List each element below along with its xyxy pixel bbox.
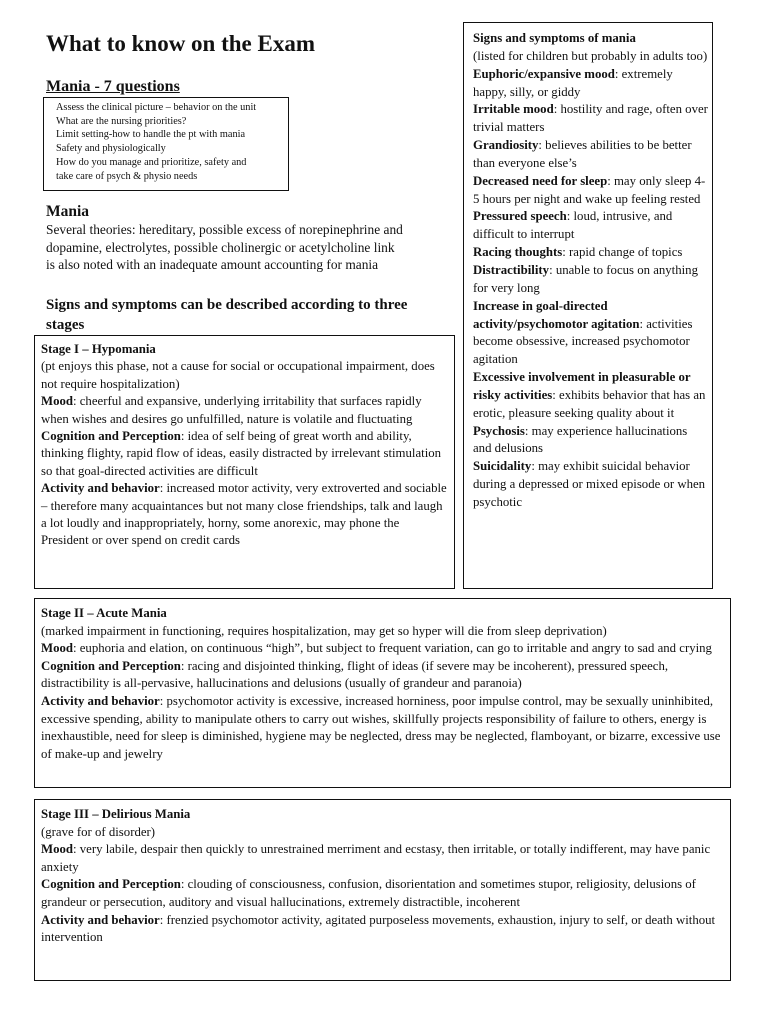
stage-activity [41, 693, 725, 763]
activity-label: Activity and behavior [41, 912, 160, 927]
focus-item: What are the nursing priorities? [56, 115, 187, 127]
symptom-text: : rapid change of topics [562, 245, 683, 260]
symptom-text: : hostility and rage, often over trivial matters [473, 102, 708, 135]
mood-label: Mood [41, 641, 73, 656]
stage-heading: Stage I – Hypomania [41, 342, 156, 356]
symptom-label: Excessive involvement in pleasurable or risky activities [473, 370, 691, 402]
symptom-item [473, 298, 708, 369]
stage-1-box [34, 335, 455, 589]
symptom-item [473, 137, 708, 173]
cognition-text: : clouding of consciousness, confusion, disorientation and sometimes stupor, religiosity, delusions of grandeur or persecution, auditory and visual hallucinations, extremely distractible, incoherent [41, 877, 696, 909]
symptom-label: Irritable mood [473, 102, 554, 117]
stage-activity [41, 912, 725, 947]
symptom-label: Decreased need for sleep [473, 173, 608, 188]
symptoms-note: (listed for children but probably in adults too) [473, 48, 708, 63]
page-title: What to know on the Exam [46, 31, 316, 56]
symptom-text: : may exhibit suicidal behavior during a depressed or mixed episode or when psychotic [473, 459, 706, 509]
activity-label: Activity and behavior [41, 481, 160, 496]
focus-item: Safety and physiologically [56, 143, 166, 155]
cognition-text: : idea of self being of great worth and ability, thinking flighty, rapid flow of ideas, easily distracted by irrelevant stimulation so that goal-directed activities are difficult [41, 429, 442, 478]
mood-label: Mood [41, 842, 73, 857]
symptom-item [473, 458, 708, 512]
activity-text: : increased motor activity, very extroverted and sociable – therefore many acquaintances but not many close friendships, talk and laugh a lot loudly and inappropriately, horny, some anorexic, may phone the President or over spend on credit cards [41, 481, 447, 548]
stage-3-box [34, 799, 731, 981]
focus-item: Limit setting-how to handle the pt with mania [56, 129, 246, 141]
exam-focus-box [43, 97, 289, 191]
stage-mood [41, 393, 449, 428]
mood-text: : very labile, despair then quickly to unrestrained merriment and ecstasy, then irritable, or totally indifferent, may have panic anxiety [41, 842, 711, 874]
symptom-item [473, 101, 708, 137]
symptom-text: : loud, intrusive, and difficult to interrupt [473, 209, 673, 242]
symptom-label: Distractibility [473, 262, 550, 277]
mania-theories-text: Several theories: hereditary, possible excess of norepinephrine and dopamine, electrolytes, possible cholinergic or acetylcholine link is also noted with an inadequate amount accounting for mania [46, 222, 403, 272]
mania-heading: Mania [46, 203, 90, 220]
cognition-label: Cognition and Perception [41, 658, 181, 673]
symptom-item [473, 423, 708, 459]
symptom-text: : extremely happy, silly, or giddy [473, 66, 673, 99]
symptom-item [473, 369, 708, 423]
cognition-label: Cognition and Perception [41, 877, 181, 892]
activity-label: Activity and behavior [41, 693, 160, 708]
activity-text: : frenzied psychomotor activity, agitated purposeless movements, exhaustion, injury to self, or death without intervention [41, 912, 716, 945]
focus-item: How do you manage and prioritize, safety and [56, 156, 247, 168]
symptom-item [473, 244, 708, 262]
mood-label: Mood [41, 394, 73, 409]
stage-note: (grave for of disorder) [41, 824, 156, 839]
symptom-text: : exhibits behavior that has an erotic, pleasure seeking quality about it [473, 387, 706, 420]
mood-text: : euphoria and elation, on continuous “high”, but subject to frequent variation, can go to irritable and angry to sad and crying [73, 641, 712, 656]
symptom-label: Psychosis [473, 423, 525, 438]
stage-mood [41, 841, 725, 876]
symptom-text: : unable to focus on anything for very long [473, 262, 698, 295]
focus-item: Assess the clinical picture – behavior on the unit [56, 102, 257, 113]
stage-note: (marked impairment in functioning, requires hospitalization, may get so hyper will die from sleep deprivation) [41, 623, 607, 638]
symptom-item [473, 262, 708, 298]
stage-2-box [34, 598, 731, 788]
cognition-text: : racing and disjointed thinking, flight of ideas (if severe may be incoherent), pressured speech, distractibility is all-pervasive, hallucinations and delusions (usually of grandeur and paranoia) [41, 658, 669, 691]
symptom-label: Euphoric/expansive mood [473, 66, 615, 81]
stage-heading: Stage III – Delirious Mania [41, 807, 191, 821]
stage-cognition [41, 658, 725, 693]
focus-item: take care of psych & physio needs [56, 170, 198, 182]
symptom-item [473, 208, 708, 244]
stage-activity [41, 480, 449, 550]
stage-heading: Stage II – Acute Mania [41, 606, 167, 620]
stage-cognition [41, 428, 449, 480]
symptom-label: Suicidality [473, 459, 532, 474]
stage-cognition [41, 876, 725, 911]
symptom-text: : may only sleep 4-5 hours per night and wake up feeling rested [473, 173, 706, 206]
symptom-text: : may experience hallucinations and delusions [473, 423, 688, 456]
symptom-label: Racing thoughts [473, 245, 563, 260]
stages-heading: Signs and symptoms can be described according to three stages [46, 297, 408, 333]
cognition-label: Cognition and Perception [41, 429, 181, 444]
symptom-text: : believes abilities to be better than everyone else’s [473, 138, 692, 170]
stage-mood [41, 640, 725, 658]
section-subtitle: Mania - 7 questions [46, 78, 180, 95]
symptom-item [473, 173, 708, 209]
stage-note: (pt enjoys this phase, not a cause for social or occupational impairment, does not require hospitalization) [41, 359, 435, 391]
symptoms-heading: Signs and symptoms of mania [473, 31, 636, 45]
signs-symptoms-box [463, 22, 713, 589]
symptom-label: Grandiosity [473, 138, 539, 153]
symptom-item [473, 66, 708, 102]
symptom-label: Pressured speech [473, 209, 567, 224]
mood-text: : cheerful and expansive, underlying irritability that surfaces rapidly when wishes and desires go unfulfilled, nature is volatile and fluctuating [41, 394, 422, 426]
symptom-label: Increase in goal-directed activity/psychomotor agitation [473, 298, 640, 331]
symptom-text: : activities become obsessive, increased psychomotor agitation [473, 316, 693, 367]
activity-text: : psychomotor activity is excessive, increased horniness, poor impulse control, may be sexually uninhibited, excessive spending, ability to manipulate others to carry out wishes, skillfully projects responsibility of failure to others, energy is inexhaustible, need for sleep is diminished, hygiene may be neglected, dress may be neglected, flamboyant, or bizarre, excessive use of make-up and jewelry [41, 693, 721, 761]
